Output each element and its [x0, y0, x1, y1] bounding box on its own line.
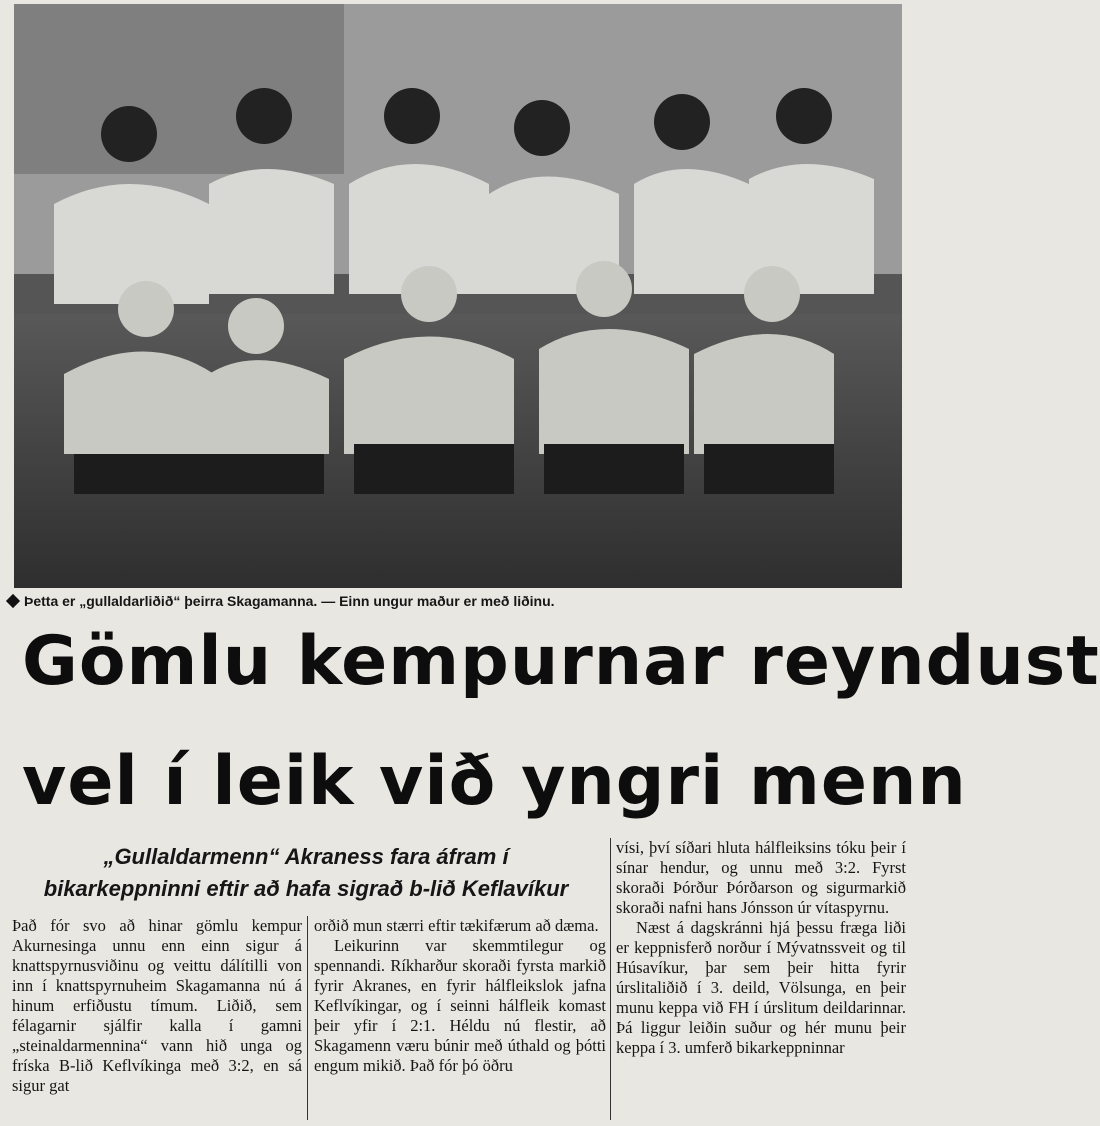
article-paragraph: orðið mun stærri eftir tækifærum að dæma.	[314, 916, 599, 935]
headline-line-2: vel í leik við yngri menn	[22, 742, 967, 821]
photo-caption-text: Þetta er „gullaldarliðið“ þeirra Skagamanna. — Einn ungur maður er með liðinu.	[24, 593, 555, 609]
team-photo-image	[14, 4, 902, 588]
article-column-2	[314, 916, 606, 1076]
article-paragraph: vísi, því síðari hluta hálfleiksins tóku þeir í sínar hendur, og unnu með 3:2. Fyrst skoraði Þórður Þórðarson og sigurmarkið skoraði nafni hans Jónsson úr vítaspyrnu.	[616, 838, 906, 917]
article-paragraph: Næst á dagskránni hjá þessu fræga liði er keppnisferð norður í Mývatnssveit og til Húsavíkur, þar sem þeir hitta fyrir úrslitaliðið í 3. deild, Völsunga, en þeir munu keppa við FH í úrslitum deildarinnar. Þá liggur leiðin suður og hér munu þeir keppa í 3. umferð bikarkeppninnar	[616, 918, 906, 1057]
article-paragraph: Það fór svo að hinar gömlu kempur Akurnesinga unnu enn einn sigur á knattspyrnusviðinu og veittu dálítilli von inn í knattspyrnuheim Skagamanna nú á hinum erfiðustu tímum. Liðið, sem félagarnir sjálfir kalla í gamni „steinaldarmennina“ vann hið unga og fríska B-lið Keflvíkinga með 3:2, en sá sigur gat	[12, 916, 302, 1095]
photo-caption	[4, 590, 904, 612]
subheadline-line-2: bikarkeppninni eftir að hafa sigrað b-lið Keflavíkur	[43, 876, 569, 901]
article-column-3	[616, 838, 906, 1058]
subheadline-line-1: „Gullaldarmenn“ Akraness fara áfram í	[103, 844, 509, 869]
headline-line-1: Gömlu kempurnar reyndust	[22, 622, 1100, 701]
column-rule	[610, 838, 611, 1120]
column-rule	[307, 916, 308, 1120]
article-paragraph: Leikurinn var skemmtilegur og spennandi. Ríkharður skoraði fyrsta markið fyrir Akranes, en fyrir hálfleikslok jafna Keflvíkingar, og í seinni hálfleik komast þeir yfir í 2:1. Héldu nú flestir, að Skagamenn væru búnir með úthald og þótti engum mikið. Það fór þó öðru	[314, 936, 606, 1075]
diamond-bullet-icon	[6, 594, 20, 608]
team-photo	[14, 4, 902, 588]
article-column-1	[12, 916, 302, 1096]
